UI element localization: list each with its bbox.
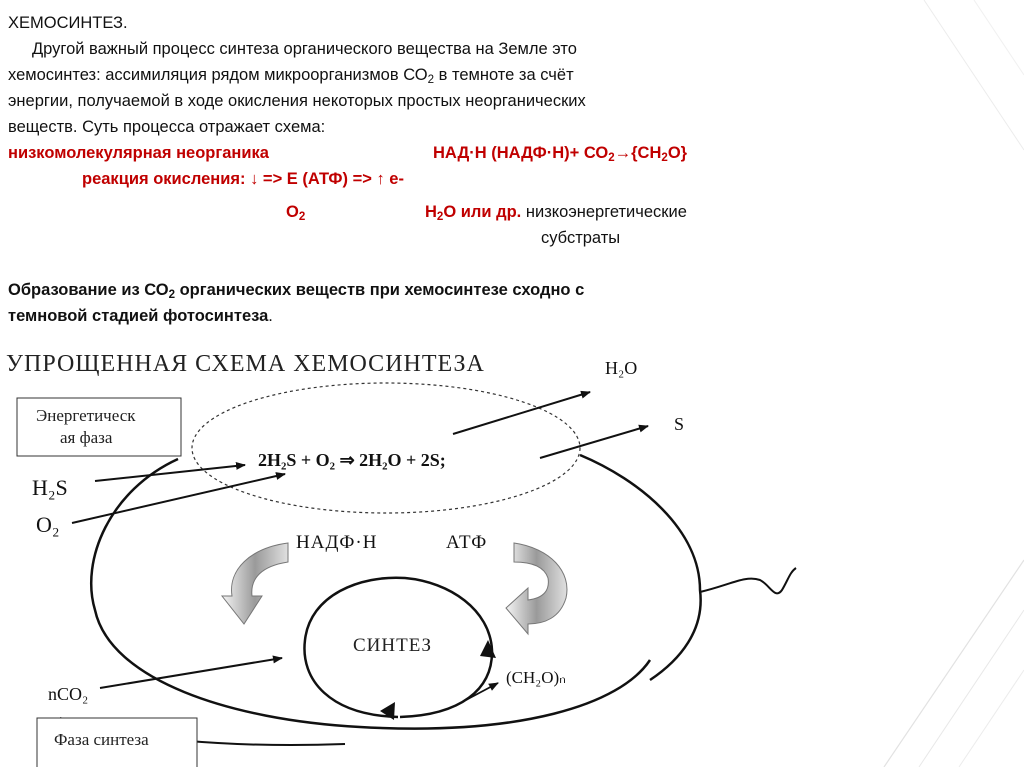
- s-output-label: S: [674, 414, 685, 434]
- substrates-label: субстраты: [541, 229, 621, 247]
- paragraph-line: Другой важный процесс синтеза органического вещества на Земле это: [32, 40, 577, 58]
- nadh-equation: НАД·Н (НАДФ·Н)+ $СО_2\to\{СН_2О\}$: [433, 144, 688, 164]
- h2o-label: $Н_2О$ или др. низкоэнергетические: [425, 203, 687, 223]
- o2-label: $О_2$: [286, 203, 306, 223]
- nadph-label: НАДФ·Н: [296, 532, 378, 553]
- h2o-output-label: H₂O: [605, 358, 638, 378]
- nadph-curved-arrow: [222, 543, 288, 624]
- atp-curved-arrow: [506, 543, 567, 634]
- conclusion-line: темновой стадией фотосинтеза.: [8, 307, 273, 325]
- chemosynthesis-diagram: [0, 340, 1024, 767]
- atp-label: АТФ: [446, 532, 488, 553]
- nco2-label: nCO₂: [48, 684, 89, 704]
- synthesis-label: СИНТЕЗ: [353, 635, 433, 656]
- cell-outline: [91, 455, 700, 729]
- s-output-arrow: [540, 426, 648, 458]
- reaction-equation: 2H₂S + O₂ ⇒ 2H₂O + 2S;: [258, 450, 446, 470]
- synthesis-phase-label: Фаза синтеза: [54, 730, 149, 749]
- paragraph-line: энергии, получаемой в ходе окисления некоторых простых неорганических: [8, 92, 586, 110]
- paragraph-line: веществ. Суть процесса отражает схема:: [8, 118, 326, 136]
- text-block: [8, 10, 798, 140]
- nco2-arrow: [100, 658, 282, 688]
- conclusion-line: Образование из $СО_2$ органических веществ при хемосинтезе сходно с: [8, 281, 585, 301]
- h2s-arrow: [95, 465, 245, 481]
- energy-phase-label: Энергетическ: [36, 406, 136, 425]
- diagram-title: УПРОЩЕННАЯ СХЕМА ХЕМОСИНТЕЗА: [6, 351, 485, 377]
- cycle-arrowhead: [480, 640, 496, 658]
- oxidation-reaction: реакция окисления: ↓ => Е (АТФ) => ↑ е-: [82, 170, 404, 188]
- h2s-label: H₂S: [32, 475, 68, 500]
- slide-title: ХЕМОСИНТЕЗ.: [8, 14, 128, 32]
- ch2o-label: (CH₂O)ₙ: [506, 668, 566, 687]
- inorganic-label: низкомолекулярная неорганика: [8, 144, 269, 162]
- energy-phase-ellipse: [192, 383, 580, 513]
- h2o-output-arrow: [453, 392, 590, 434]
- o2-arrow: [72, 474, 285, 523]
- paragraph-line: хемосинтез: ассимиляция рядом микроорганизмов $СО_2$ в темноте за счёт: [8, 66, 574, 86]
- energy-phase-label: ая фаза: [60, 428, 113, 447]
- o2-input-label: O₂: [36, 512, 60, 537]
- flagellum: [700, 568, 796, 593]
